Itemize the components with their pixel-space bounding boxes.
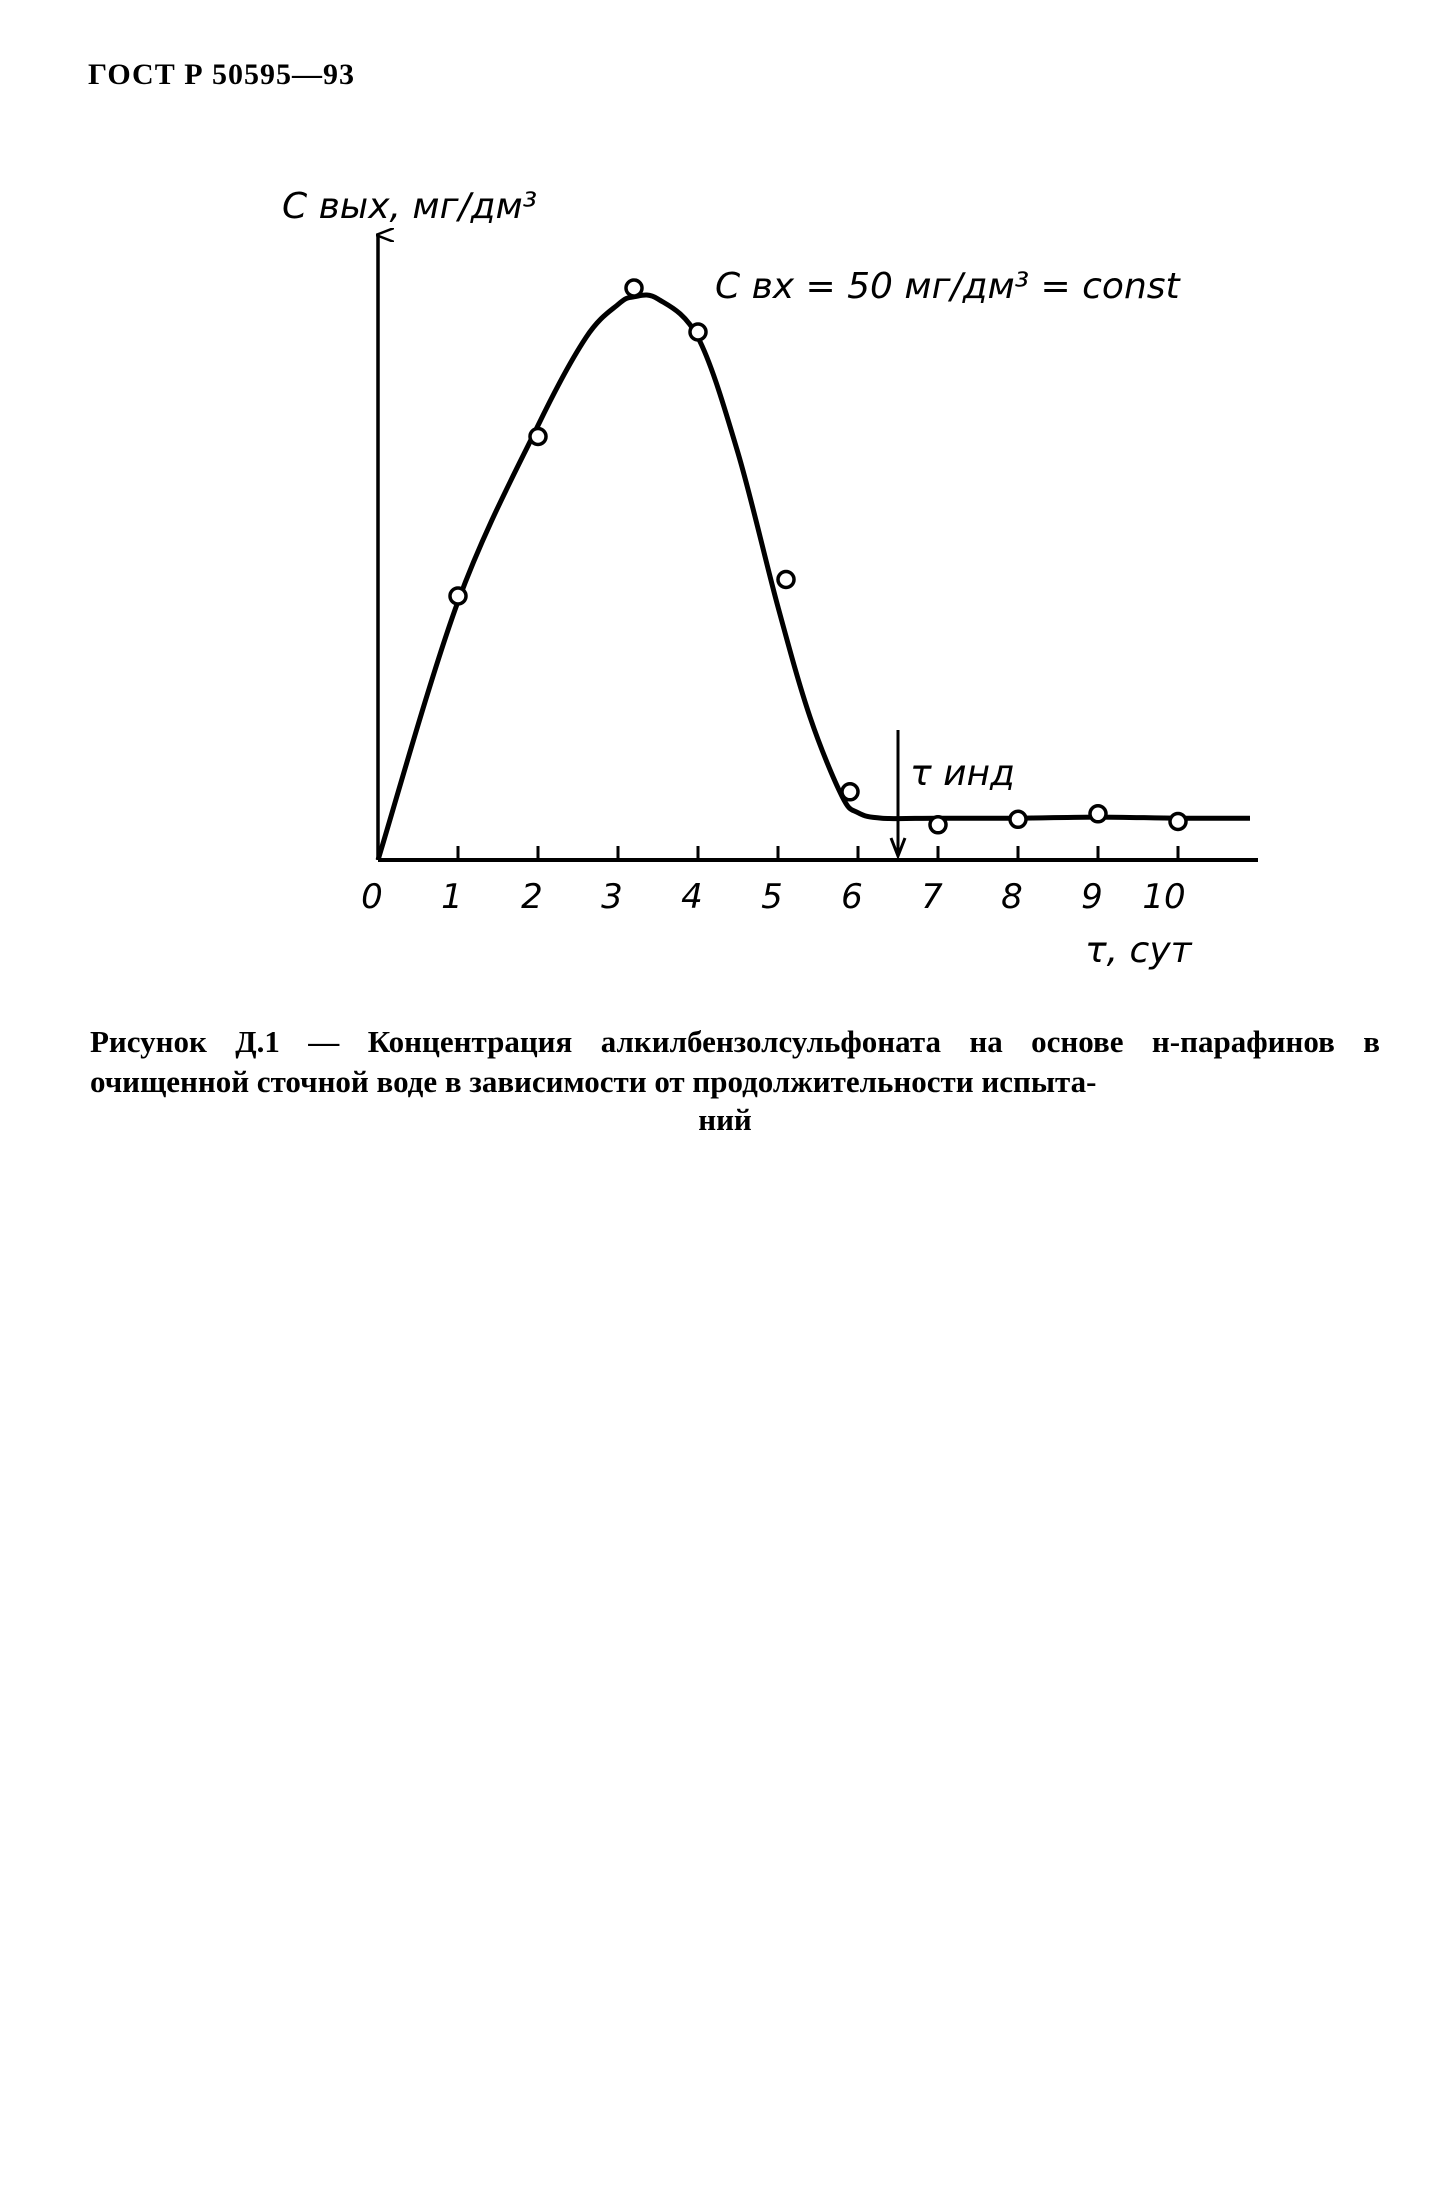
data-point	[1010, 811, 1026, 827]
fitted-curve-layer	[378, 295, 1250, 860]
x-tick-label: 1	[441, 877, 463, 917]
data-point	[1170, 814, 1186, 830]
x-tick-label: 3	[601, 877, 623, 917]
y-axis-label: С вых, мг/дм³	[282, 186, 538, 227]
induction-time-label: τ инд	[910, 753, 1015, 794]
inlet-concentration-note: С вх = 50 мг/дм³ = const	[715, 266, 1180, 307]
x-ticks-layer	[361, 846, 1185, 917]
x-tick-label: 4	[681, 877, 703, 917]
x-tick-label: 8	[1001, 877, 1023, 917]
data-point	[930, 817, 946, 833]
figure-caption: Рисунок Д.1 — Концентрация алкилбензолсульфоната на основе н-парафинов в очищенной сточной воде в зависимости от продолжительности испыта-	[90, 1024, 1380, 1099]
data-point	[842, 784, 858, 800]
x-tick-label: 6	[841, 877, 863, 917]
chart-axes	[378, 235, 1258, 860]
x-tick-label: 10	[1142, 877, 1186, 917]
x-tick-label: 0	[361, 877, 383, 917]
x-tick-label: 5	[761, 877, 783, 917]
chart-labels-layer	[282, 186, 1193, 971]
data-point	[626, 280, 642, 296]
x-tick-label: 7	[921, 877, 943, 917]
fitted-curve	[378, 295, 1250, 860]
x-axis-label: τ, сут	[1085, 930, 1192, 971]
data-points-layer	[450, 280, 1186, 833]
data-point	[450, 588, 466, 604]
document-header: ГОСТ Р 50595—93	[88, 58, 356, 91]
data-point	[778, 572, 794, 588]
x-tick-label: 9	[1081, 877, 1103, 917]
figure-caption-tail: ний	[698, 1102, 752, 1137]
data-point	[1090, 806, 1106, 822]
data-point	[530, 429, 546, 445]
x-tick-label: 2	[521, 877, 543, 917]
concentration-chart	[0, 0, 1450, 1000]
data-point	[690, 324, 706, 340]
